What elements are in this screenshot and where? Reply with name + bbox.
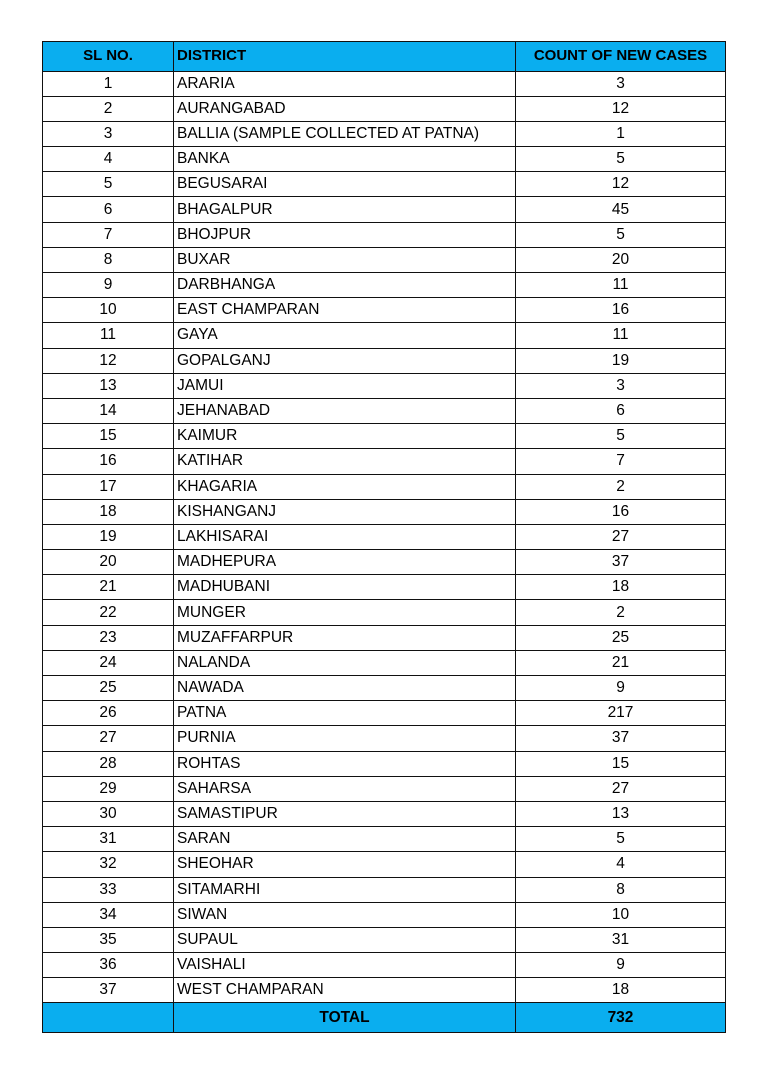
district-cell: KAIMUR — [174, 424, 516, 449]
table-row — [43, 424, 726, 449]
count-cell: 45 — [516, 197, 726, 222]
district-cell: DARBHANGA — [174, 273, 516, 298]
table-row — [43, 172, 726, 197]
count-cell: 5 — [516, 222, 726, 247]
table-row — [43, 978, 726, 1003]
district-cell: MADHEPURA — [174, 550, 516, 575]
table-row — [43, 524, 726, 549]
district-cell: BUXAR — [174, 247, 516, 272]
sl-no-cell: 19 — [43, 524, 174, 549]
total-value: 732 — [516, 1003, 726, 1033]
sl-no-cell: 25 — [43, 676, 174, 701]
district-cell: JEHANABAD — [174, 398, 516, 423]
count-cell: 8 — [516, 877, 726, 902]
sl-no-cell: 18 — [43, 499, 174, 524]
district-cell: BHAGALPUR — [174, 197, 516, 222]
count-cell: 4 — [516, 852, 726, 877]
table-row — [43, 676, 726, 701]
district-cell: ROHTAS — [174, 751, 516, 776]
district-cell: ARARIA — [174, 71, 516, 96]
district-cell: LAKHISARAI — [174, 524, 516, 549]
table-row — [43, 247, 726, 272]
count-cell: 11 — [516, 323, 726, 348]
district-cell: BANKA — [174, 147, 516, 172]
table-row — [43, 726, 726, 751]
sl-no-cell: 1 — [43, 71, 174, 96]
district-cell: NALANDA — [174, 650, 516, 675]
table-row — [43, 273, 726, 298]
table-row — [43, 600, 726, 625]
count-cell: 6 — [516, 398, 726, 423]
table-row — [43, 147, 726, 172]
district-cell: KHAGARIA — [174, 474, 516, 499]
table-row — [43, 449, 726, 474]
count-cell: 21 — [516, 650, 726, 675]
table-row — [43, 71, 726, 96]
count-cell: 12 — [516, 96, 726, 121]
sl-no-cell: 22 — [43, 600, 174, 625]
district-cell: KATIHAR — [174, 449, 516, 474]
district-cell: BALLIA (SAMPLE COLLECTED AT PATNA) — [174, 121, 516, 146]
count-cell: 12 — [516, 172, 726, 197]
count-cell: 25 — [516, 625, 726, 650]
sl-no-cell: 37 — [43, 978, 174, 1003]
sl-no-cell: 17 — [43, 474, 174, 499]
total-empty-cell — [43, 1003, 174, 1033]
table-row — [43, 827, 726, 852]
table-row — [43, 550, 726, 575]
count-cell: 217 — [516, 701, 726, 726]
sl-no-cell: 26 — [43, 701, 174, 726]
sl-no-cell: 35 — [43, 927, 174, 952]
table-row — [43, 953, 726, 978]
count-cell: 13 — [516, 801, 726, 826]
count-cell: 20 — [516, 247, 726, 272]
sl-no-cell: 9 — [43, 273, 174, 298]
sl-no-cell: 3 — [43, 121, 174, 146]
sl-no-cell: 33 — [43, 877, 174, 902]
sl-no-cell: 29 — [43, 776, 174, 801]
district-cell: GOPALGANJ — [174, 348, 516, 373]
district-cell: BHOJPUR — [174, 222, 516, 247]
count-cell: 3 — [516, 71, 726, 96]
count-cell: 2 — [516, 600, 726, 625]
count-cell: 18 — [516, 575, 726, 600]
district-cell: KISHANGANJ — [174, 499, 516, 524]
count-cell: 27 — [516, 524, 726, 549]
district-cell: PURNIA — [174, 726, 516, 751]
district-cell: MUNGER — [174, 600, 516, 625]
district-cell: SHEOHAR — [174, 852, 516, 877]
table-row — [43, 499, 726, 524]
district-cell: NAWADA — [174, 676, 516, 701]
sl-no-cell: 12 — [43, 348, 174, 373]
table-row — [43, 776, 726, 801]
table-row — [43, 927, 726, 952]
header-sl-no: SL NO. — [43, 42, 174, 72]
sl-no-cell: 31 — [43, 827, 174, 852]
sl-no-cell: 11 — [43, 323, 174, 348]
district-cell: PATNA — [174, 701, 516, 726]
district-cell: SITAMARHI — [174, 877, 516, 902]
district-cell: BEGUSARAI — [174, 172, 516, 197]
table-row — [43, 701, 726, 726]
table-row — [43, 751, 726, 776]
sl-no-cell: 13 — [43, 373, 174, 398]
sl-no-cell: 21 — [43, 575, 174, 600]
table-row — [43, 801, 726, 826]
sl-no-cell: 14 — [43, 398, 174, 423]
table-row — [43, 348, 726, 373]
table-row — [43, 398, 726, 423]
table-row — [43, 650, 726, 675]
sl-no-cell: 7 — [43, 222, 174, 247]
table-body — [43, 71, 726, 1003]
table-row — [43, 625, 726, 650]
district-cell: GAYA — [174, 323, 516, 348]
count-cell: 27 — [516, 776, 726, 801]
count-cell: 5 — [516, 147, 726, 172]
count-cell: 5 — [516, 827, 726, 852]
table-header-row — [43, 42, 726, 72]
district-cell: MUZAFFARPUR — [174, 625, 516, 650]
table-row — [43, 474, 726, 499]
count-cell: 9 — [516, 953, 726, 978]
district-cell: VAISHALI — [174, 953, 516, 978]
total-row — [43, 1003, 726, 1033]
sl-no-cell: 28 — [43, 751, 174, 776]
table-row — [43, 298, 726, 323]
count-cell: 37 — [516, 726, 726, 751]
district-cell: AURANGABAD — [174, 96, 516, 121]
sl-no-cell: 32 — [43, 852, 174, 877]
sl-no-cell: 4 — [43, 147, 174, 172]
header-count: COUNT OF NEW CASES — [516, 42, 726, 72]
district-cell: JAMUI — [174, 373, 516, 398]
sl-no-cell: 6 — [43, 197, 174, 222]
count-cell: 7 — [516, 449, 726, 474]
sl-no-cell: 5 — [43, 172, 174, 197]
sl-no-cell: 15 — [43, 424, 174, 449]
count-cell: 16 — [516, 298, 726, 323]
sl-no-cell: 20 — [43, 550, 174, 575]
table-row — [43, 575, 726, 600]
district-cell: MADHUBANI — [174, 575, 516, 600]
count-cell: 16 — [516, 499, 726, 524]
sl-no-cell: 36 — [43, 953, 174, 978]
sl-no-cell: 23 — [43, 625, 174, 650]
sl-no-cell: 24 — [43, 650, 174, 675]
table-row — [43, 373, 726, 398]
district-cell: EAST CHAMPARAN — [174, 298, 516, 323]
district-cell: SIWAN — [174, 902, 516, 927]
count-cell: 2 — [516, 474, 726, 499]
sl-no-cell: 16 — [43, 449, 174, 474]
count-cell: 37 — [516, 550, 726, 575]
count-cell: 18 — [516, 978, 726, 1003]
sl-no-cell: 10 — [43, 298, 174, 323]
district-cell: WEST CHAMPARAN — [174, 978, 516, 1003]
header-district: DISTRICT — [174, 42, 516, 72]
count-cell: 15 — [516, 751, 726, 776]
sl-no-cell: 30 — [43, 801, 174, 826]
total-label: TOTAL — [174, 1003, 516, 1033]
district-cell: SARAN — [174, 827, 516, 852]
sl-no-cell: 2 — [43, 96, 174, 121]
table-row — [43, 197, 726, 222]
count-cell: 11 — [516, 273, 726, 298]
table-row — [43, 96, 726, 121]
count-cell: 10 — [516, 902, 726, 927]
count-cell: 31 — [516, 927, 726, 952]
sl-no-cell: 27 — [43, 726, 174, 751]
sl-no-cell: 34 — [43, 902, 174, 927]
count-cell: 9 — [516, 676, 726, 701]
count-cell: 19 — [516, 348, 726, 373]
count-cell: 3 — [516, 373, 726, 398]
district-cell: SAMASTIPUR — [174, 801, 516, 826]
count-cell: 5 — [516, 424, 726, 449]
district-cell: SUPAUL — [174, 927, 516, 952]
district-cases-table — [42, 41, 726, 1033]
table-row — [43, 323, 726, 348]
sl-no-cell: 8 — [43, 247, 174, 272]
district-cell: SAHARSA — [174, 776, 516, 801]
table-row — [43, 852, 726, 877]
table-row — [43, 121, 726, 146]
count-cell: 1 — [516, 121, 726, 146]
table-row — [43, 222, 726, 247]
table-row — [43, 877, 726, 902]
table-row — [43, 902, 726, 927]
